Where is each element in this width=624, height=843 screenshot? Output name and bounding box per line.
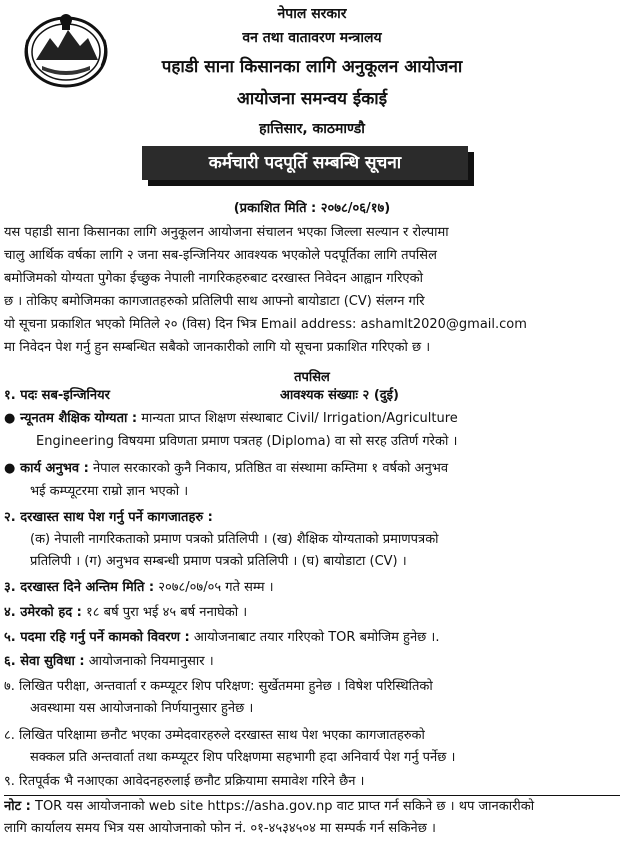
post-label: १. पदः सब-इन्जिनियर: [4, 388, 110, 403]
age-row: [4, 603, 620, 623]
documents-line: (क) नेपाली नागरिकताको प्रमाण पत्रको प्रतिलिपी । (ख) शैक्षिक योग्यताको प्रमाणपत्रको: [30, 532, 439, 547]
facility-label: ६. सेवा सुविधा :: [4, 654, 85, 669]
documents-label: २. दरखास्त साथ पेश गर्नु पर्ने कागजातहरु :: [4, 510, 213, 525]
deadline-label: ३. दरखास्त दिने अन्तिम मिति :: [4, 580, 155, 595]
qualification-text: मान्यता प्राप्त शिक्षण संस्थाबाट Civil/ Irrigation/Agriculture: [141, 411, 458, 426]
facility-row: [4, 652, 620, 672]
age-label: ४. उमेरको हद :: [4, 605, 82, 620]
tapsil-heading: तपसिल: [294, 370, 330, 385]
government-name: नेपाल सरकार: [277, 6, 347, 22]
post-count: आवश्यक संख्याः २ (दुई): [280, 388, 399, 403]
note-text: TOR यस आयोजनाको web site https://asha.gov.np वाट प्राप्त गर्न सकिने छ । थप जानकारीको: [35, 799, 535, 814]
intro-line: छ । तोकिए बमोजिमका कागजातहरुको प्रतिलिपी साथ आफ्नो बायोडाटा (CV) संलग्न गरि: [4, 294, 425, 309]
qualification-label: न्यूनतम शैक्षिक योग्यता :: [20, 411, 138, 426]
experience-row: [4, 459, 620, 479]
experience-text: नेपाल सरकारको कुनै निकाय, प्रतिष्ठित वा संस्थामा कम्तिमा १ वर्षको अनुभव: [92, 461, 449, 476]
published-date: (प्रकाशित मिति : २०७८/०६/१७): [233, 201, 391, 216]
deadline-row: [4, 578, 620, 598]
incomplete-rule: ९. रितपूर्वक भै नआएका आवेदनहरुलाई छनौट प्रक्रियामा समावेश गरिने छैन ।: [4, 774, 365, 789]
office-address: हात्तिसार, काठमाण्डौ: [259, 121, 365, 137]
note-label: नोट :: [4, 799, 31, 814]
intro-line: यस पहाडी साना किसानका लागि अनुकूलन आयोजना संचालन भएका जिल्ला सल्यान र रोल्पामा: [4, 225, 449, 240]
intro-line: चालु आर्थिक वर्षका लागि २ जना सब-इन्जिनियर आवश्यक भएकोले पदपूर्तिका लागि तपसिल: [4, 248, 437, 263]
documents-line: प्रतिलिपी । (ग) अनुभव सम्बन्धी प्रमाण पत्रको प्रतिलिपी । (घ) बायोडाटा (CV) ।: [30, 554, 407, 569]
intro-paragraph: [4, 221, 620, 359]
post-row: [4, 386, 620, 406]
note-row: [4, 797, 620, 817]
tor-value: आयोजनाबाट तयार गरिएको TOR बमोजिम हुनेछ ।.: [193, 630, 440, 645]
tor-label: ५. पदमा रहि गर्नु पर्ने कामको विवरण :: [4, 630, 190, 645]
qualification-row-cont: Engineering विषयमा प्रविणता प्रमाण पत्रतह (Diploma) वा सो सरह उतिर्ण गरेको ।: [36, 434, 458, 449]
intro-line: मा निवेदन पेश गर्नु हुन सम्बन्धित सबैको जानकारीको लागि यो सूचना प्रकाशित गरिएको छ ।: [4, 340, 431, 355]
bullet-icon: ●: [4, 461, 16, 476]
intro-line: बमोजिमको योग्यता पुगेका ईच्छुक नेपाली नागरिकहरुबाट दरखास्त निवेदन आह्वान गरिएको: [4, 271, 423, 286]
experience-row-cont: भई कम्प्यूटरमा राम्रो ज्ञान भएको ।: [30, 484, 189, 499]
facility-value: आयोजनाको नियमानुसार ।: [88, 654, 214, 669]
bullet-icon: ●: [4, 411, 16, 426]
notice-title-banner: [142, 146, 474, 186]
experience-label: कार्य अनुभव :: [20, 461, 89, 476]
qualification-row: [4, 409, 620, 429]
exam-line: ७. लिखित परीक्षा, अन्तवार्ता र कम्प्यूटर शिप परिक्षण: सुर्खेतममा हुनेछ । विषेश परिस्थितिको: [4, 679, 433, 694]
ministry-name: वन तथा वातावरण मन्त्रालय: [242, 30, 382, 46]
project-name: पहाडी साना किसानका लागि अनुकूलन आयोजना: [161, 57, 463, 77]
age-value: १८ बर्ष पुरा भई ४५ बर्ष ननाघेको ।: [86, 605, 248, 620]
intro-line: यो सूचना प्रकाशित भएको मितिले २० (विस) दिन भित्र Email address: ashamlt2020@gmail.com: [4, 317, 527, 332]
tor-row: [4, 628, 620, 648]
exam-line: अवस्थामा यस आयोजनाको निर्णयानुसार हुनेछ ।: [30, 701, 254, 716]
shortlist-line: ८. लिखित परिक्षामा छनौट भएका उम्मेदवारहरुले दरखास्त साथ पेश भएका कागजातहरुको: [4, 728, 425, 743]
unit-name: आयोजना समन्वय ईकाई: [236, 89, 388, 109]
notice-title: कर्मचारी पदपूर्ति सम्बन्धि सूचना: [142, 146, 468, 180]
shortlist-line: सक्कल प्रति अन्तवार्ता तथा कम्प्यूटर शिप परिक्षणमा सहभागी हदा अनिवार्य पेश गर्नु पर्नेछ ।: [30, 750, 456, 765]
note-row-cont: लागि कार्यालय समय भित्र यस आयोजनाको फोन नं. ०१-४५३४५०४ मा सम्पर्क गर्न सकिनेछ ।: [4, 821, 436, 836]
divider: [4, 795, 620, 796]
deadline-value: २०७८/०७/०५ गते सम्म ।: [158, 580, 274, 595]
